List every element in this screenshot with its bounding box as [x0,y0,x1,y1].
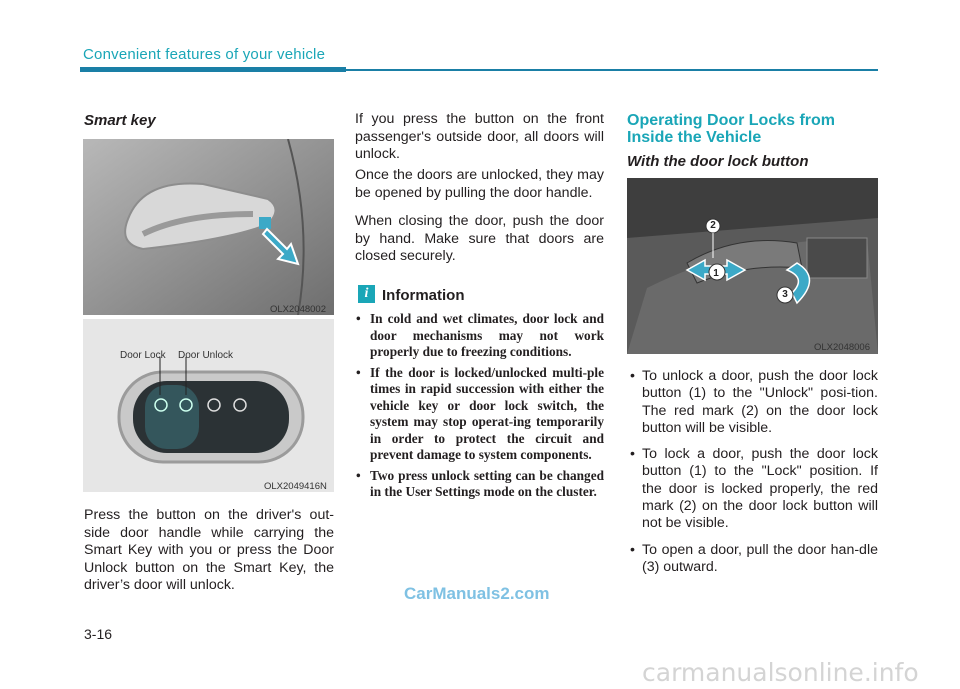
door-lock-button-image [627,178,878,354]
callout-1: 1 [713,268,719,279]
image-code-1: OLX2048002 [270,304,326,315]
callout-3: 3 [782,289,788,300]
door-lock-instructions [628,368,878,585]
door-handle-image [83,139,334,315]
smart-key-heading: Smart key [84,112,156,129]
closing-door-paragraph: When closing the door, push the door by hand. Make sure that doors are closed securely. [355,213,604,265]
section-header-title: Convenient features of your vehicle [83,46,326,63]
smart-key-paragraph: Press the button on the driver's out-side door handle while carrying the Smart Key with you or press the Door Unlock button on the Smart Key, the driver’s door will unlock. [84,507,334,594]
information-list [356,311,604,505]
information-item: • Two press unlock setting can be changed in the User Settings mode on the cluster. [356,468,604,501]
watermark-carmanuals2: CarManuals2.com [404,584,550,603]
image-code-2: OLX2049416N [264,481,327,492]
instruction-item: • To unlock a door, push the door lock button (1) to the "Unlock" posi-tion. The red mark (2) on the door lock button will be visible. [628,368,878,437]
door-handle-paragraph: Once the doors are unlocked, they may be opened by pulling the door handle. [355,167,604,201]
callout-2: 2 [710,220,716,231]
image-code-3: OLX2048006 [814,342,870,353]
information-title: Information [382,287,465,304]
header-bar [80,67,346,72]
information-icon: i [358,285,375,303]
page-number: 3-16 [84,626,113,642]
watermark-carmanualsonline: carmanualsonline.info [642,658,919,687]
label-door-lock: Door Lock [120,350,166,361]
information-item: • In cold and wet climates, door lock and door mechanisms may not work properly due to freezing conditions. [356,311,604,361]
label-door-unlock: Door Unlock [178,350,234,361]
instruction-item: • To lock a door, push the door lock button (1) to the "Lock" position. If the door is locked properly, the red mark (2) on the door lock button will not be visible. [628,446,878,532]
section-title-line2: Inside the Vehicle [627,129,762,146]
information-item: • If the door is locked/unlocked multi-ple times in rapid succession with either the vehicle key or door lock switch, the system may stop operat-ing temporarily in order to protect the circuit and prevent damage to system components. [356,365,604,464]
header-rule [346,69,878,71]
section-title-line1: Operating Door Locks from [627,112,836,129]
front-passenger-paragraph: If you press the button on the front passenger's outside door, all doors will unlock. [355,111,604,163]
smart-key-image [83,319,334,492]
instruction-item: • To open a door, pull the door han-dle (3) outward. [628,542,878,577]
door-lock-button-subheading: With the door lock button [627,153,809,170]
